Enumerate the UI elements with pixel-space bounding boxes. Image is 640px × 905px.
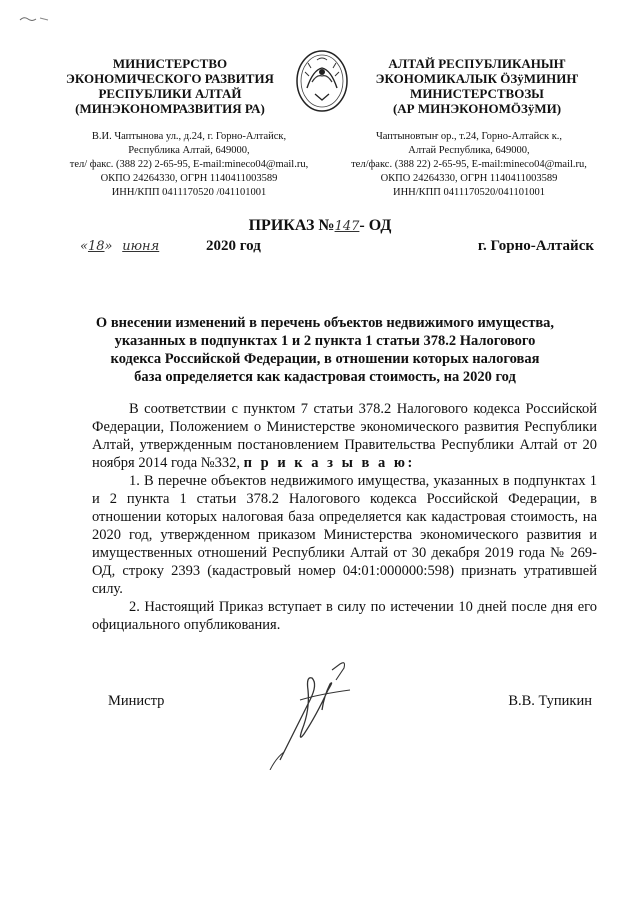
paragraph-intro — [92, 400, 597, 472]
contact-line: тел/ факс. (388 22) 2-65-95, E-mail:mineco04@mail.ru, — [69, 159, 309, 170]
ministry-header-alt — [352, 56, 602, 116]
order-body — [92, 400, 597, 634]
signer-name: В.В. Тупикин — [508, 693, 592, 709]
address-line: Алтай Республика, 649000, — [408, 145, 530, 156]
date-month: июня — [122, 239, 160, 254]
order-subject: О внесении изменений в перечень объектов недвижимого имущества, указанных в подпунктах 1 и 2 пункта 1 статьи 378.2 Налогового кодекса Российской Федерации, в отношении которых налоговая база определяется как кадастровая стоимость, на 2020 год — [95, 315, 555, 385]
paragraph-item-2: 2. Настоящий Приказ вступает в силу по истечении 10 дней после дня его официального опубликования. — [92, 599, 597, 633]
scan-mark — [18, 10, 58, 26]
ministry-name-line: АЛТАЙ РЕСПУБЛИКАНЫҤ — [388, 56, 566, 71]
registration-line: ИНН/КПП 0411170520 /041101001 — [111, 187, 267, 198]
republic-emblem-icon — [295, 48, 349, 114]
decree-word: п р и к а з ы в а ю: — [243, 455, 415, 471]
order-title — [0, 217, 640, 235]
date-day: 18 — [87, 239, 105, 254]
ministry-name-line: ЭКОНОМИКАЛЫК ÖЗÿМИНИҤ — [375, 71, 579, 86]
registration-line: ИНН/КПП 0411170520/041101001 — [393, 187, 545, 198]
order-suffix: - ОД — [359, 217, 392, 234]
address-line: Чаптыновтыҥ ор., т.24, Горно-Алтайск к., — [375, 131, 563, 142]
order-prefix: ПРИКАЗ № — [248, 217, 335, 234]
ministry-name-line: МИНИСТЕРСТВО — [112, 56, 228, 71]
registration-line: ОКПО 24264330, ОГРН 1140411003589 — [100, 173, 278, 184]
ministry-name-line: РЕСПУБЛИКИ АЛТАЙ — [98, 86, 242, 101]
order-date — [80, 238, 261, 255]
registration-line: ОКПО 24264330, ОГРН 1140411003589 — [380, 173, 558, 184]
signer-position: Министр — [108, 693, 165, 709]
date-quote: » — [104, 239, 113, 254]
address-block-alt — [330, 130, 608, 200]
intro-text: В соответствии с пунктом 7 статьи 378.2 Налогового кодекса Российской Федерации, Положением о Министерстве экономического развития Республики Алтай, утвержденным постановлением Правительства Республики Алтай от 20 ноября 2014 года №332, — [92, 401, 597, 471]
contact-line: тел/факс. (388 22) 2-65-95, E-mail:mineco04@mail.ru, — [351, 159, 587, 170]
address-line: В.И. Чаптынова ул., д.24, г. Горно-Алтайск, — [91, 131, 287, 142]
ministry-abbrev: (АР МИНЭКОНОМÖЗÿМИ) — [392, 101, 562, 116]
ministry-name-line: МИНИСТЕРСТВОЗЫ — [410, 86, 544, 101]
ministry-name-line: ЭКОНОМИЧЕСКОГО РАЗВИТИЯ — [66, 71, 274, 86]
address-block-ru — [44, 130, 334, 200]
city: г. Горно-Алтайск — [477, 238, 594, 254]
date-quote: « — [80, 239, 88, 254]
ministry-abbrev: (МИНЭКОНОМРАЗВИТИЯ РА) — [75, 101, 265, 116]
ministry-header-ru — [50, 56, 290, 116]
address-line: Республика Алтай, 649000, — [128, 145, 250, 156]
order-number: 147 — [334, 219, 360, 234]
date-year: 2020 год — [205, 238, 261, 254]
signature-mark — [250, 650, 370, 770]
paragraph-item-1: 1. В перечне объектов недвижимого имущества, указанных в подпунктах 1 и 2 пункта 1 статьи 378.2 Налогового кодекса Российской Федерации, в отношении которых налоговая база определяется как кадастровая стоимость, на 2020 год, утвержденном приказом Министерства экономического развития и имущественных отношений Республики Алтай от 30 декабря 2019 года № 269-ОД, строку 2393 (кадастровый номер 04:01:000000:598) признать утратившей силу. — [92, 473, 597, 597]
